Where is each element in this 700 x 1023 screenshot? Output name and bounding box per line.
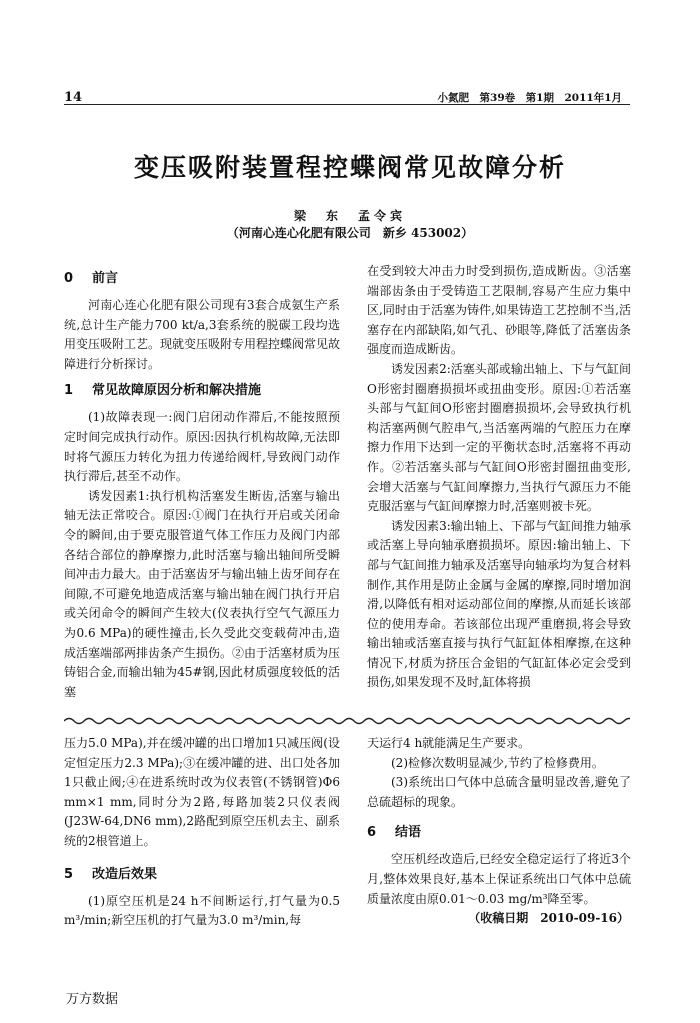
column-upper-right [367, 262, 631, 693]
header-rule [64, 104, 630, 105]
paragraph: 天运行4 h就能满足生产要求。 [367, 736, 531, 750]
paragraph: (1)原空压机是24 h不间断运行,打气量为0.5 m³/min;新空压机的打气量为3.0 m³/min,每 [64, 893, 340, 928]
column-lower-left [64, 734, 340, 931]
page-number: 14 [64, 90, 83, 105]
paragraph: (1)故障表现一:阀门启闭动作滞后,不能按照预定时间完成执行动作。原因:因执行机构故障,无法即时将气源压力转化为扭力传递给阀杆,导致阀门动作执行滞后,甚至不动作。 [64, 410, 340, 484]
paragraph: 诱发因素2:活塞头部或输出轴上、下与气缸间O形密封圈磨损损坏或扭曲变形。原因:①若活塞头部与气缸间O形密封圈磨损损坏,会导致执行机构活塞两侧气腔串气,当活塞两端的气腔压力在摩擦力作用下达到一定的平衡状态时,活塞将不再动作。②若活塞头部与气缸间O形密封圈扭曲变形,会增大活塞与气缸间摩擦力,当执行气源压力不能克服活塞与气缸间摩擦力时,活塞则被卡死。 [367, 361, 631, 514]
authors: 梁 东 孟令宾 [293, 209, 406, 223]
journal-header: 小氮肥 第39卷 第1期 2011年1月 [437, 92, 622, 104]
column-lower-right [367, 734, 631, 929]
paragraph: 压力5.0 MPa),并在缓冲罐的出口增加1只减压阀(设定恒定压力2.3 MPa);③在缓冲罐的进、出口处各加1只截止阀;④在进系统时改为仪表管(不锈钢管)Φ6 mm×1 mm,同时分为2路,每路加装2只仪表阀(J23W-64,DN6 mm),2路配到原空压机去主、副系统的2根管道上。 [64, 736, 340, 848]
received-date: （收稿日期 2010-09-16） [468, 911, 629, 926]
paragraph: 空压机经改造后,已经安全稳定运行了将近3个月,整体效果良好,基本上保证系统出口气体中总硫质量浓度由原0.01～0.03 mg/m³降至零。 [367, 852, 631, 906]
paragraph: (3)系统出口气体中总硫含量明显改善,避免了总硫超标的现象。 [367, 775, 631, 809]
paragraph: 诱发因素3:输出轴上、下部与气缸间推力轴承或活塞上导向轴承磨损损坏。原因:输出轴上、下部与气缸间推力轴承及活塞导向轴承均为复合材料制作,其作用是防止金属与金属的摩擦,同时增加润滑,以降低有相对运动部位间的摩擦,从而延长该部位的使用寿命。若该部位出现严重磨损,将会导致输出轴或活塞直接与执行气缸缸体相摩擦,在这种情况下,材质为挤压合金铝的气缸缸体必定会受到损伤,如果发现不及时,缸体将损 [367, 518, 632, 690]
paragraph: (2)检修次数明显减少,节约了检修费用。 [391, 755, 604, 770]
column-upper-left [64, 262, 340, 702]
paragraph: 河南心连心化肥有限公司现有3套合成氨生产系统,总计生产能力700 kt/a,3套系统的脱碳工段均选用变压吸附工艺。现就变压吸附专用程控蝶阀常见故障进行分析探讨。 [64, 298, 341, 371]
section-heading-5: 5 改造后效果 [64, 866, 158, 882]
section-heading-1: 1 常见故障原因分析和解决措施 [64, 383, 262, 399]
affiliation: （河南心连心化肥有限公司 新乡 453002） [226, 226, 474, 240]
section-heading-6: 6 结语 [367, 825, 422, 841]
watermark: 万方数据 [66, 992, 119, 1007]
paragraph: 诱发因素1:执行机构活塞发生断齿,活塞与输出轴无法正常咬合。原因:①阀门在执行开启或关闭命令的瞬间,由于要克服管道气体工作压力及阀门内部各结合部位的静摩擦力,此时活塞与输出轴间所受瞬间冲击力最大。由于活塞齿牙与输出轴上齿牙间存在间隙,不可避免地造成活塞与输出轴在阀门执行开启或关闭命令的瞬间产生较大(仪表执行空气气源压力为0.6 MPa)的硬性撞击,长久受此交变载荷冲击,造成活塞端部两排齿条产生损伤。②由于活塞材质为压铸铝合金,而输出轴为45#钢,因此材质强度较低的活塞 [64, 488, 341, 699]
paragraph: 在受到较大冲击力时受到损伤,造成断齿。③活塞端部齿条由于受铸造工艺限制,容易产生应力集中区,同时由于活塞为铸件,如果铸造工艺控制不当,活塞存在内部缺陷,如气孔、砂眼等,降低了活塞齿条强度而造成断齿。 [367, 264, 631, 357]
section-heading-0: 0 前言 [64, 271, 119, 286]
article-title: 变压吸附装置程控蝶阀常见故障分析 [133, 153, 566, 182]
wavy-separator [64, 716, 630, 726]
